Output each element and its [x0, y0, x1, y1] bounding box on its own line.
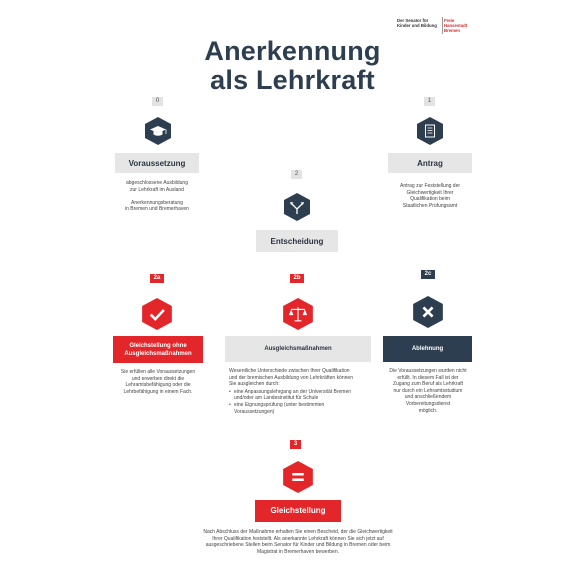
checkmark-icon	[142, 298, 168, 326]
step-1-label: Antrag	[388, 153, 472, 173]
cross-icon	[413, 296, 439, 324]
bremen-logo-text: Freie Hansestadt Bremen	[444, 18, 468, 33]
page-title-line2: als Lehrkraft	[210, 65, 375, 95]
page-title-line1: Anerkennung	[204, 36, 381, 66]
step-0-description: abgeschlossene Ausbildung zur Lehrkraft im Ausland Anerkennungsberatung in Bremen und Bremerhaven	[125, 180, 189, 213]
step-2b-bullet-list	[229, 389, 374, 415]
graduation-cap-icon	[145, 117, 171, 145]
step-2a-description: Sie erfüllen alle Voraussetzungen und erwerben direkt die Lehramtsbefähigung oder die Lehrbefähigung in einem Fach.	[120, 369, 196, 395]
scales-icon	[283, 298, 309, 326]
crossroads-arrows-icon	[284, 193, 310, 221]
step-1-number: 1	[424, 97, 435, 106]
document-form-icon	[417, 117, 443, 145]
step-2c-description: Die Voraussetzungen wurden nicht erfüllt. In diesem Fall ist der Zugang zum Beruf als Lehrkraft nur durch ein Lehramtsstudium und anschließendem Vorbereitungsdienst möglich.	[389, 368, 467, 414]
list-item: • eine Eignungsprüfung (unter bestimmten Voraussetzungen)	[229, 402, 374, 415]
step-0-label: Voraussetzung	[115, 153, 199, 173]
logo-divider	[442, 17, 443, 34]
step-1-description: Antrag zur Feststellung der Gleichwertigkeit Ihrer Qualifikation beim Staatlichen Prüfungsamt	[399, 183, 461, 209]
step-2b-description: Wesentliche Unterschiede zwischen Ihrer Qualifikation und der bremischen Ausbildung von Lehrkräften können Sie ausgleichen durch: • eine Anpassungslehrgang an der Universität Bremen und/oder am Landesinstitut für Schule • eine Eignungsprüfung (unter bestimmten Voraussetzungen)	[229, 368, 374, 415]
step-3-description: Nach Abschluss der Maßnahme erhalten Sie einen Bescheid, der die Gleichwertigkeit Ihrer Qualifikation feststellt. Als anerkannte Lehrkraft können Sie sich jetzt auf ausgeschriebene Stellen beim Senator für Kinder und Bildung in Bremen oder beim Magistrat in Bremerhaven bewerben.	[203, 529, 393, 555]
step-0-number: 0	[152, 97, 163, 106]
step-2c-number: 2c	[421, 270, 435, 279]
equals-icon	[283, 461, 309, 489]
step-2-label: Entscheidung	[256, 230, 338, 252]
step-2a-label: Gleichstellung ohne Ausgleichsmaßnahmen	[113, 336, 203, 363]
step-3-number: 3	[290, 440, 301, 449]
step-2a-number: 2a	[150, 274, 164, 283]
step-3-label: Gleichstellung	[255, 500, 341, 522]
step-2-number: 2	[291, 170, 302, 179]
step-2c-label: Ablehnung	[383, 336, 472, 362]
step-2b-label: Ausgleichsmaßnahmen	[225, 336, 371, 362]
step-2b-number: 2b	[290, 274, 304, 283]
list-item: • eine Anpassungslehrgang an der Universität Bremen und/oder am Landesinstitut für Schule	[229, 389, 374, 402]
senator-logo-text: Der Senator für Kinder und Bildung	[397, 18, 437, 28]
